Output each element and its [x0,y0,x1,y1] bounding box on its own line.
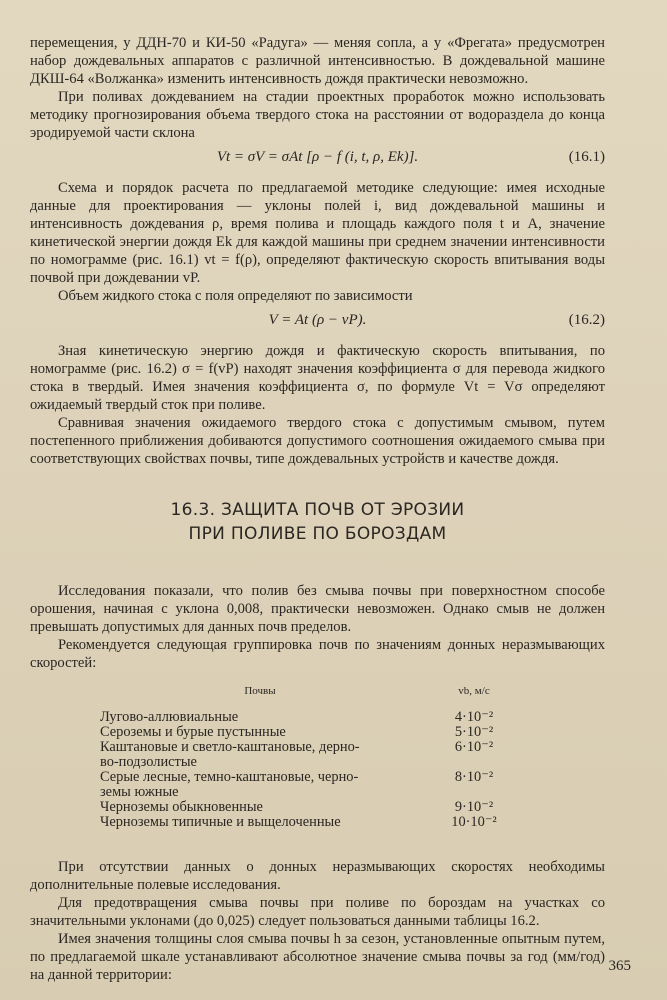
velocity-value: 4·10⁻² [454,709,494,725]
velocity-value: 6·10⁻² [454,739,494,755]
table-row-continuation [100,785,514,800]
soil-velocity-table [100,684,514,830]
formula-expression: Vt = σV = σAt [ρ − f (i, t, ρ, Ek)]. [216,149,419,165]
formula-16-2 [30,311,605,329]
soil-name: Каштановые и светло-каштановые, дерно- [100,739,360,755]
soil-name: Сероземы и бурые пустынные [100,724,286,740]
header-soil: Почвы [244,685,276,697]
velocity-value: 8·10⁻² [454,769,494,785]
paragraph-11: Имея значения толщины слоя смыва почвы h за сезон, установленные опытным путем, по предлагаемой шкале устанавливают абсолютное значение смыва почвы за год (мм/год) на данной территории: [30,931,605,983]
soil-name: Черноземы типичные и выщелоченные [100,814,341,830]
soil-name-continuation: во-подзолистые [100,754,197,770]
table-row [100,725,514,740]
section-heading-line-2: ПРИ ПОЛИВЕ ПО БОРОЗДАМ [188,524,447,544]
table-row [100,740,514,755]
paragraph-4: Объем жидкого стока с поля определяют по зависимости [58,288,413,304]
velocity-value: 5·10⁻² [454,724,494,740]
formula-number: (16.1) [568,149,605,165]
table-row [100,800,514,815]
paragraph-9: При отсутствии данных о донных неразмывающих скоростях необходимы дополнительные полевые исследования. [30,859,605,893]
paragraph-3: Схема и порядок расчета по предлагаемой методике следующие: имея исходные данные для проектирования — уклоны полей i, вид дождевальной машины и интенсивность дождевания ρ, время полива и площадь каждого поля t и A, значение кинетической энергии дождя Ek для каждой машины при среднем значении интенсивности по номограмме (рис. 16.1) vt = f(ρ), определяют фактическую скорость впитывания воды почвой при дождевании vP. [30,180,605,286]
section-heading [30,498,605,546]
section-heading-line-1: 16.3. ЗАЩИТА ПОЧВ ОТ ЭРОЗИИ [170,500,465,520]
table-row [100,815,514,830]
soil-name: Серые лесные, темно-каштановые, черно- [100,769,359,785]
soil-name-continuation: земы южные [100,784,179,800]
velocity-value: 9·10⁻² [454,799,494,815]
paragraph-6: Сравнивая значения ожидаемого твердого стока с допустимым смывом, путем постепенного приближения добиваются допустимого соотношения ожидаемого смыва при соответствующих свойствах почвы, типе дождевальных устройств и качестве дождя. [30,415,605,467]
paragraph-5: Зная кинетическую энергию дождя и фактическую скорость впитывания, по номограмме (рис. 16.2) σ = f(vP) находят значения коэффициента σ для перевода жидкого стока в твердый. Имея значения коэффициента σ, по формуле Vt = Vσ определяют ожидаемый твердый сток при поливе. [30,343,605,413]
formula-expression: V = At (ρ − vP). [268,312,367,328]
table-row [100,710,514,725]
header-velocity: vb, м/с [458,685,490,697]
velocity-value: 10·10⁻² [451,814,497,830]
paragraph-7: Исследования показали, что полив без смыва почвы при поверхностном способе орошения, начиная с уклона 0,008, практически невозможен. Однако смыв не должен превышать допустимых для данных почв пределов. [30,583,605,635]
table-row-continuation [100,755,514,770]
soil-name: Лугово-аллювиальные [100,709,239,725]
soil-name: Черноземы обыкновенные [100,799,263,815]
table-row [100,770,514,785]
page-number: 365 [608,958,631,974]
paragraph-10: Для предотвращения смыва почвы при поливе по бороздам на участках со значительными уклонами (до 0,025) следует пользоваться данными таблицы 16.2. [30,895,605,929]
table-header-row [100,684,514,710]
paragraph-1: перемещения, у ДДН-70 и КИ-50 «Радуга» — меняя сопла, а у «Фрегата» предусмотрен набор дождевальных аппаратов с различной интенсивностью. В дождевальной машине ДКШ-64 «Волжанка» изменить интенсивность дождя практически невозможно. [30,35,605,87]
paragraph-8: Рекомендуется следующая группировка почв по значениям донных неразмывающих скоростей: [30,637,605,671]
formula-16-1 [30,148,605,166]
page-content [30,34,605,984]
formula-number: (16.2) [568,312,605,328]
paragraph-2: При поливах дождеванием на стадии проектных проработок можно использовать методику прогнозирования объема твердого стока на расстоянии от водораздела до конца эродируемой части склона [30,89,605,141]
